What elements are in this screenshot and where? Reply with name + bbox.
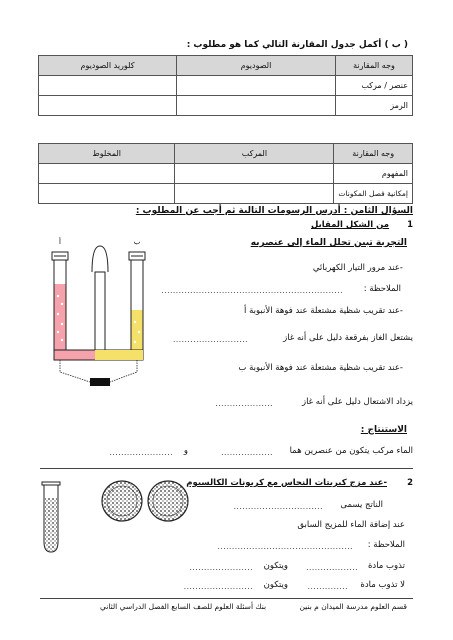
answer-blank[interactable]: ...................... — [109, 448, 173, 457]
table-row — [39, 96, 413, 116]
question-title: السؤال الثامن : أدرس الرسومات التالية ثم أجب عن المطلوب : — [135, 206, 413, 216]
comparison-table-2 — [38, 143, 413, 204]
conclusion-and: و — [183, 446, 188, 456]
reservoir-icon — [92, 246, 108, 272]
dissolves-label: تذوب مادة — [367, 561, 405, 571]
table-header-cell: وجه المقارنة — [334, 144, 413, 164]
dish-icon — [148, 481, 188, 521]
answer-blank[interactable]: .................... — [215, 399, 273, 408]
answer-cell[interactable] — [39, 76, 177, 96]
answer-blank[interactable]: ............................................... — [217, 542, 353, 551]
statement-current: -عند مرور التيار الكهربائي — [312, 263, 403, 273]
answer-cell[interactable] — [39, 164, 175, 184]
table-header-cell: كلوريد الصوديوم — [39, 56, 177, 76]
answer-cell[interactable] — [39, 184, 175, 204]
comparison-table-1 — [38, 55, 413, 116]
table-row-label: الرمز — [336, 96, 413, 116]
table-row — [39, 164, 413, 184]
answer-blank[interactable]: ............................................................... — [161, 286, 343, 295]
conclusion-text: الماء مركب يتكون من عنصرين هما — [289, 446, 413, 456]
answer-blank[interactable]: .............. — [307, 582, 348, 591]
tube-a-liquid — [55, 284, 66, 358]
table-header-row — [39, 144, 413, 164]
table-header-cell: المركب — [175, 144, 334, 164]
answer-cell[interactable] — [175, 164, 334, 184]
section-divider — [40, 468, 413, 469]
adding-water-label: عند إضافة الماء للمزيج السابق — [297, 520, 405, 530]
section-b-heading: ( ب ) أكمل جدول المقارنة التالي كما هو مطلوب : — [186, 40, 408, 50]
item-title: -عند مزج كبريتات النحاس مع كربونات الكالسيوم — [186, 478, 387, 488]
table-row-label: إمكانية فصل المكونات — [334, 184, 413, 204]
footer-divider — [40, 598, 413, 599]
tube-b-label: ب — [133, 238, 141, 246]
table-row — [39, 76, 413, 96]
answer-cell[interactable] — [39, 96, 177, 116]
statement-tube-a: -عند تقريب شظية مشتعلة عند فوهة الأنبوبة أ — [244, 306, 403, 316]
footer-bank: بنك أسئلة العلوم للصف السابع الفصل الدراسي الثاني — [100, 602, 267, 611]
answer-cell[interactable] — [177, 76, 336, 96]
table-header-cell: المخلوط — [39, 144, 175, 164]
table-row-label: عنصر / مركب — [336, 76, 413, 96]
mixture-diagram — [40, 478, 220, 563]
electrolysis-diagram — [40, 232, 155, 392]
battery-icon — [90, 378, 110, 386]
observation-label: الملاحظة : — [367, 540, 405, 550]
table-header-cell: الصوديوم — [177, 56, 336, 76]
center-tube — [95, 272, 105, 358]
tube-a-label: أ — [59, 238, 61, 246]
forms-label: ويتكون — [263, 580, 288, 590]
answer-blank[interactable]: .......................... — [173, 335, 248, 344]
statement-tube-b: -عند تقريب شظية مشتعلة عند فوهة الأنبوبة ب — [238, 363, 403, 373]
item-number: 2 — [407, 478, 413, 488]
answer-blank[interactable]: ...................... — [189, 563, 253, 572]
statement-pop: يشتعل الغاز بفرقعة دليل على أنه غاز — [283, 333, 413, 343]
table-row-label: المفهوم — [334, 164, 413, 184]
dish-icon — [102, 481, 142, 521]
answer-blank[interactable]: .................. — [221, 448, 273, 457]
product-name-label: الناتج يسمى — [340, 500, 383, 510]
answer-cell[interactable] — [175, 184, 334, 204]
answer-cell[interactable] — [177, 96, 336, 116]
answer-blank[interactable]: ............................... — [233, 502, 323, 511]
experiment-title: التجربة تبين تحلل الماء إلى عنصريه — [250, 238, 407, 248]
answer-blank[interactable]: .................. — [306, 563, 358, 572]
statement-increase: يزداد الاشتعال دليل على أنه غاز — [301, 397, 413, 407]
conclusion-title: الاستنتاج : — [360, 425, 407, 435]
footer-school: قسم العلوم مدرسة الميدان م بنين — [299, 602, 407, 611]
table-header-cell: وجه المقارنة — [336, 56, 413, 76]
table-header-row — [39, 56, 413, 76]
answer-blank[interactable]: ........................ — [183, 582, 253, 591]
table-row — [39, 184, 413, 204]
forms-label: ويتكون — [263, 561, 288, 571]
item-title: من الشكل المقابل — [310, 220, 389, 230]
observation-label: الملاحظة : — [363, 284, 401, 294]
item-number: 1 — [407, 220, 413, 230]
not-dissolve-label: لا تذوب مادة — [360, 580, 405, 590]
